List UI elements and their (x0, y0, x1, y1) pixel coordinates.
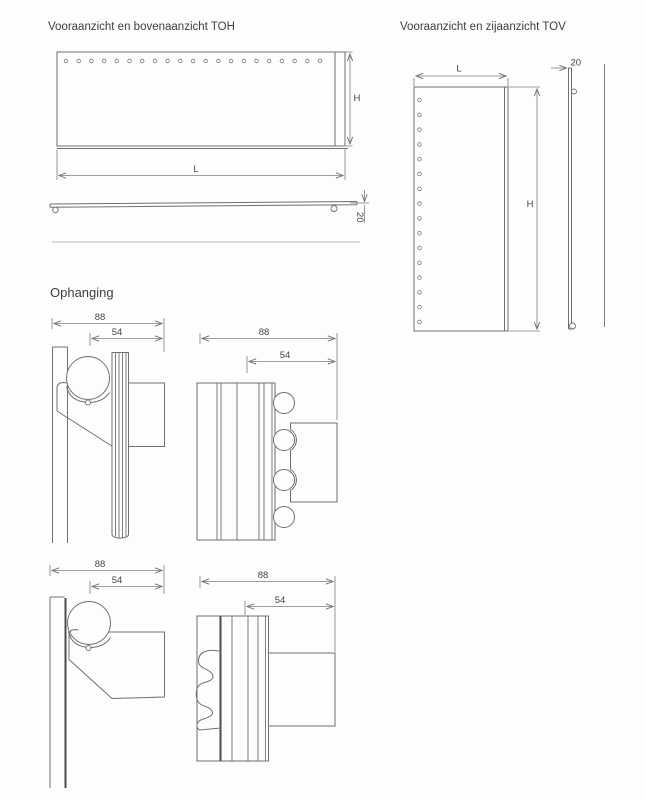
panel-hole (418, 143, 422, 147)
tov-hook-top (572, 89, 577, 94)
panel-hole (90, 59, 94, 63)
toh-front-view (57, 52, 361, 180)
panel-hole (418, 261, 422, 265)
d1-bracket-diagonal (57, 411, 113, 447)
ophanging-detail-1 (52, 312, 165, 543)
panel-hole (267, 59, 271, 63)
tov-front-view (414, 64, 540, 332)
ophanging-detail-2 (197, 327, 337, 540)
panel-hole (128, 59, 132, 63)
panel-hole (280, 59, 284, 63)
panel-hole (229, 59, 233, 63)
panel-hole (418, 98, 422, 102)
panel-hole (242, 59, 246, 63)
toh-section (48, 21, 369, 242)
panel-hole (306, 59, 310, 63)
panel-hole (179, 59, 183, 63)
panel-hole (418, 276, 422, 280)
panel-hole (115, 59, 119, 63)
tov-length-dim-label: L (456, 63, 462, 75)
panel-hole (255, 59, 259, 63)
panel-hole (140, 59, 144, 63)
panel-hole (191, 59, 195, 63)
toh-top-view-strip (50, 202, 357, 208)
d2-inner-dim-label: 54 (279, 350, 291, 361)
toh-hook-left (53, 207, 59, 213)
d2-outer-dim-label: 88 (258, 327, 270, 338)
d4-inner-dim-label: 54 (274, 595, 286, 606)
toh-height-dim-label: H (353, 93, 361, 104)
d4-outer-dim-label: 88 (257, 570, 269, 581)
tov-side-view (551, 58, 605, 330)
d1-wall-profile (53, 347, 68, 543)
ophanging-detail-4 (196, 570, 335, 761)
toh-title: Vooraanzicht en bovenaanzicht TOH (48, 21, 235, 33)
tov-title: Vooraanzicht en zijaanzicht TOV (400, 21, 566, 33)
panel-hole (418, 217, 422, 221)
tov-side-strip (569, 68, 573, 329)
tov-hook-bottom (570, 323, 576, 329)
toh-top-view (50, 190, 369, 242)
tov-depth-dim-label: 20 (570, 57, 582, 69)
toh-holes (64, 59, 322, 63)
d3-outer-dim-label: 88 (94, 559, 106, 570)
d1-clip-nub (85, 400, 90, 405)
d1-pipe-circle (67, 357, 110, 400)
panel-hole (102, 59, 106, 63)
d3-wall-profile (50, 597, 65, 788)
panel-hole (418, 128, 422, 132)
d1-outer-dim-label: 88 (94, 312, 106, 323)
toh-length-dim-label: L (193, 164, 199, 175)
d2-panel-body (197, 383, 275, 540)
panel-hole (418, 305, 422, 309)
panel-hole (153, 59, 157, 63)
panel-hole (204, 59, 208, 63)
d2-pipe-2 (274, 430, 295, 451)
panel-hole (418, 246, 422, 250)
panel-hole (77, 59, 81, 63)
tov-panel-outline (414, 87, 508, 331)
d1-inner-dim-label: 54 (111, 327, 123, 338)
d2-bracket-body (291, 423, 338, 502)
d3-pipe-circle (68, 602, 111, 645)
panel-hole (418, 187, 422, 191)
panel-hole (418, 320, 422, 324)
panel-hole (418, 291, 422, 295)
toh-panel-outline (57, 52, 345, 146)
d1-wall-hook (57, 383, 67, 412)
tov-height-dim-label: H (526, 199, 534, 210)
tov-section (400, 21, 605, 331)
panel-hole (418, 157, 422, 161)
d2-pipe-3 (274, 470, 295, 491)
panel-hole (418, 172, 422, 176)
panel-hole (293, 59, 297, 63)
panel-hole (418, 113, 422, 117)
d3-inner-dim-label: 54 (111, 575, 123, 586)
panel-hole (217, 59, 221, 63)
panel-hole (166, 59, 170, 63)
d2-pipe-4 (274, 507, 295, 528)
ophanging-title: Ophanging (50, 285, 114, 300)
panel-hole (418, 202, 422, 206)
panel-hole (318, 59, 322, 63)
ophanging-detail-3 (50, 559, 165, 788)
d2-pipe-1 (274, 393, 295, 414)
toh-hook-right (331, 206, 337, 212)
toh-depth-dim-label: 20 (354, 212, 365, 223)
d3-clip-nub (86, 645, 91, 650)
panel-hole (64, 59, 68, 63)
panel-hole (418, 231, 422, 235)
